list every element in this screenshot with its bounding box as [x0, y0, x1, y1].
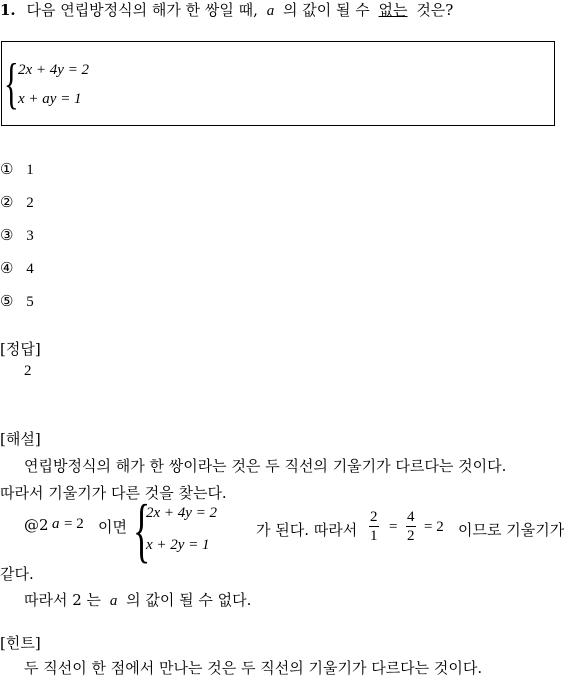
- answer-value: 2: [24, 363, 32, 379]
- option-marker: ②: [0, 193, 14, 211]
- option-2[interactable]: [0, 193, 34, 212]
- explanation-line-2: 따라서 기울기가 다른 것을 찾는다.: [0, 484, 227, 502]
- option-marker: ⑤: [0, 292, 14, 310]
- option-3[interactable]: [0, 226, 34, 245]
- explanation-header: [해설]: [0, 430, 41, 448]
- hint-header: [힌트]: [0, 634, 41, 652]
- case-brace-icon: {: [133, 490, 151, 570]
- option-marker: ④: [0, 259, 14, 277]
- equals-sign: =: [389, 519, 398, 535]
- option-1[interactable]: [0, 160, 34, 179]
- option-5[interactable]: [0, 292, 34, 311]
- case-if: 이면: [98, 518, 127, 536]
- case-eq2: x + 2y = 1: [146, 537, 210, 553]
- equation-box: [1, 41, 555, 126]
- option-value: 5: [26, 294, 34, 310]
- explanation-line-5: [24, 589, 251, 610]
- option-value: 1: [26, 162, 34, 178]
- option-4[interactable]: [0, 259, 34, 278]
- case-prefix: @2: [24, 516, 49, 534]
- option-value: 3: [26, 228, 34, 244]
- fraction-2-numerator: 4: [407, 509, 415, 525]
- case-eq1: 2x + 4y = 2: [146, 505, 218, 521]
- option-value: 2: [26, 195, 34, 211]
- question-text-end: 것은?: [416, 1, 454, 19]
- system-eq1: 2x + 4y = 2: [18, 62, 90, 78]
- answer-header: [정답]: [0, 340, 41, 358]
- left-brace-icon: {: [4, 53, 19, 115]
- question-line: [0, 0, 453, 21]
- fraction-1: [369, 508, 379, 545]
- line5-variable: a: [109, 593, 118, 609]
- case-tail: 이므로 기울기가: [458, 521, 565, 539]
- option-value: 4: [26, 261, 34, 277]
- explanation-line-1: 연립방정식의 해가 한 쌍이라는 것은 두 직선의 기울기가 다르다는 것이다.: [24, 457, 507, 475]
- question-underlined: 없는: [378, 1, 408, 19]
- system-eq2: x + ay = 1: [18, 91, 82, 107]
- question-number: 1.: [0, 1, 16, 19]
- question-variable: a: [266, 3, 275, 19]
- line5-suffix: 의 값이 될 수 없다.: [126, 591, 252, 609]
- hint-text: 두 직선이 한 점에서 만나는 것은 두 직선의 기울기가 다르다는 것이다.: [24, 659, 483, 677]
- explanation-line-4: 같다.: [0, 565, 34, 583]
- fraction-1-denominator: 1: [370, 528, 378, 544]
- line5-prefix: 따라서 2 는: [24, 591, 102, 609]
- fraction-2: [406, 508, 416, 545]
- question-text-mid: 의 값이 될 수: [283, 1, 370, 19]
- question-text: 다음 연립방정식의 해가 한 쌍일 때,: [26, 1, 258, 19]
- fraction-2-denominator: 2: [407, 528, 415, 544]
- fraction-1-numerator: 2: [370, 509, 378, 525]
- case-equation: = 2: [64, 516, 84, 532]
- fraction-result: = 2: [424, 519, 444, 535]
- case-becomes: 가 된다. 따라서: [256, 521, 358, 539]
- case-variable: a: [52, 516, 60, 532]
- option-marker: ①: [0, 160, 14, 178]
- option-marker: ③: [0, 226, 14, 244]
